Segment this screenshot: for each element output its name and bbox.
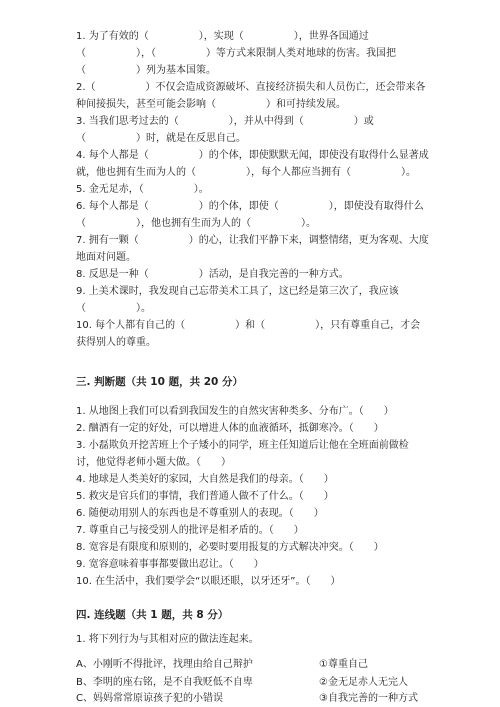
fill-in-line: 4. 每个人都是（ ）的个体，即使默默无闻，即使没有取得什么显著成 bbox=[76, 150, 429, 161]
judgement-line: 10. 在生活中，我们要学会“以眼还眼，以牙还牙”。（ ） bbox=[76, 576, 341, 587]
judgement-line: 8. 宽容是有限度和原则的，必要时要用报复的方式解决冲突。（ ） bbox=[76, 542, 384, 553]
fill-in-line: 种间接损失，甚至可能会影响（ ）和可持续发展。 bbox=[76, 99, 346, 110]
fill-in-line: 7. 拥有一颗（ ）的心，让我们平静下来，调整情绪，更为客观、大度 bbox=[76, 235, 429, 246]
fill-in-line: （ ）。 bbox=[76, 303, 151, 314]
section-heading-matching: 四. 连线题（共 1 题，共 8 分） bbox=[76, 609, 229, 621]
matching-behavior: B、李明的座右铭，是不自我贬低不自卑 bbox=[76, 677, 253, 688]
fill-in-line: 3. 当我们思考过去的（ ），并从中得到（ ）或 bbox=[76, 116, 374, 127]
fill-in-line: 获得别人的尊重。 bbox=[76, 337, 156, 348]
fill-in-line: 就，他也拥有生而为人的（ ），每个人都应当拥有（ ）。 bbox=[76, 167, 416, 178]
fill-in-line: 9. 上美术课时，我发现自己忘带美术工具了，这已经是第三次了，我应该 bbox=[76, 286, 399, 297]
judgement-line: 5. 救灾是官兵们的事情，我们普通人做不了什么。（ ） bbox=[76, 491, 334, 502]
fill-in-line: （ ），他也拥有生而为人的（ ）。 bbox=[76, 218, 316, 229]
judgement-line: 2. 酗酒有一定的好处，可以增进人体的血液循环，抵御寒冷。（ ） bbox=[76, 423, 384, 434]
matching-practice: ③自我完善的一种方式 bbox=[319, 693, 418, 704]
fill-in-line: 2.（ ）不仅会造成资源破坏、直接经济损失和人员伤亡，还会带来各 bbox=[76, 82, 426, 93]
fill-in-line: （ ）列为基本国策。 bbox=[76, 65, 216, 76]
judgement-line: 4. 地球是人类美好的家园，大自然是我们的母亲。（ ） bbox=[76, 474, 334, 485]
fill-in-line: 1. 为了有效的（ ），实现（ ），世界各国通过 bbox=[76, 31, 369, 42]
section-heading-judgement: 三. 判断题（共 10 题，共 20 分） bbox=[76, 376, 243, 388]
fill-in-line: 8. 反思是一种（ ）活动，是自我完善的一种方式。 bbox=[76, 269, 349, 280]
judgement-line: 6. 随便动用别人的东西也是不尊重别人的表现。（ ） bbox=[76, 508, 324, 519]
judgement-line: 1. 从地图上我们可以看到我国发生的自然灾害种类多、分布广。（ ） bbox=[76, 406, 394, 417]
matching-practice: ②金无足赤人无完人 bbox=[319, 677, 408, 688]
matching-instruction: 1. 将下列行为与其相对应的做法连起来。 bbox=[76, 634, 259, 645]
matching-behavior: C、妈妈常常原谅孩子犯的小错误 bbox=[76, 693, 223, 704]
judgement-line: 讨，他觉得老师小题大做。（ ） bbox=[76, 457, 231, 468]
matching-practice: ①尊重自己 bbox=[319, 659, 368, 670]
judgement-line: 9. 宽容意味着事事都要做出忍让。（ ） bbox=[76, 559, 264, 570]
matching-behavior: A、小刚听不得批评，找理由给自己辩护 bbox=[76, 659, 253, 670]
fill-in-line: （ ），（ ）等方式来限制人类对地球的伤害。我国把 bbox=[76, 48, 396, 59]
fill-in-line: （ ）时，就是在反思自己。 bbox=[76, 133, 246, 144]
fill-in-line: 6. 每个人都是（ ）的个体，即使（ ），即使没有取得什么 bbox=[76, 201, 424, 212]
fill-in-line: 5. 金无足赤，（ ）。 bbox=[76, 184, 209, 195]
judgement-line: 7. 尊重自己与接受别人的批评是相矛盾的。（ ） bbox=[76, 525, 304, 536]
fill-in-line: 地面对问题。 bbox=[76, 252, 136, 263]
judgement-line: 3. 小磊欺负开挖苦班上个子矮小的同学，班主任知道后让他在全班面前做检 bbox=[76, 440, 409, 451]
fill-in-line: 10. 每个人都有自己的（ ）和（ ），只有尊重自己，才会 bbox=[76, 320, 421, 331]
